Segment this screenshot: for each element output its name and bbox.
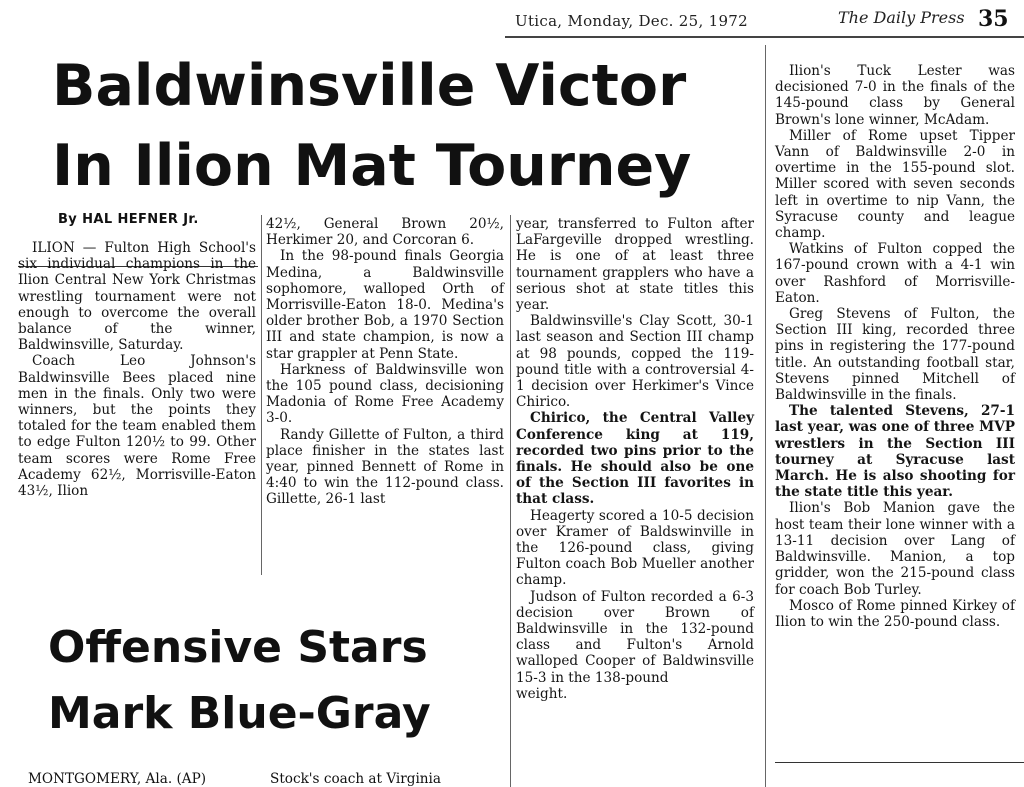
paragraph: Miller of Rome upset Tipper Vann of Baldwinsville 2-0 in overtime in the 155-pound slot. Miller scored with seven seconds left in overtime to nip Vann, the Syracuse county and league champ. <box>775 127 1015 242</box>
byline: By HAL HEFNER Jr. <box>58 212 199 227</box>
column-rule <box>510 215 511 787</box>
column-rule <box>261 215 262 575</box>
paragraph: Heagerty scored a 10-5 decision over Kramer of Baldswinville in the 126-pound class, giving Fulton coach Bob Mueller another champ. <box>516 507 754 589</box>
article-column-3 <box>516 216 754 702</box>
article2-column-2-start: Stock's coach at Virginia <box>270 771 442 787</box>
paragraph: The talented Stevens, 27-1 last year, was one of three MVP wrestlers in the Section III tourney at Syracuse last March. He is also shooting for the state title this year. <box>775 403 1015 501</box>
paragraph: Judson of Fulton recorded a 6-3 decision over Brown of Baldwinsville in the 132-pound class and Fulton's Arnold walloped Cooper of Baldwinsville 15-3 in the 138-pound <box>516 588 754 686</box>
paragraph: Mosco of Rome pinned Kirkey of Ilion to win the 250-pound class. <box>775 597 1015 630</box>
paragraph: Ilion's Tuck Lester was decisioned 7-0 in the finals of the 145-pound class by General Brown's lone winner, McAdam. <box>775 63 1015 128</box>
paragraph: Ilion's Bob Manion gave the host team their lone winner with a 13-11 decision over Lang of Baldwinsville. Manion, a top gridder, won the 215-pound class for coach Bob Turley. <box>775 500 1015 598</box>
paragraph: Greg Stevens of Fulton, the Section III king, recorded three pins in registering the 177-pound title. An outstanding football star, Stevens pinned Mitchell of Baldwinsville in the finals. <box>775 306 1015 404</box>
dateline: Utica, Monday, Dec. 25, 1972 <box>515 12 748 30</box>
paragraph: Harkness of Baldwinsville won the 105 pound class, decisioning Madonia of Rome Free Academy 3-0. <box>266 361 504 427</box>
headline2-line-2: Mark Blue-Gray <box>48 688 431 739</box>
page-number: 35 <box>978 6 1009 32</box>
paragraph: year, transferred to Fulton after LaFargeville dropped wrestling. He is one of at least three tournament grapplers who have a serious shot at state titles this year. <box>516 216 754 314</box>
article2-dateline: MONTGOMERY, Ala. (AP) <box>28 771 207 787</box>
column-rule <box>765 45 766 787</box>
header-rule <box>505 36 1024 38</box>
article-column-4 <box>775 63 1015 630</box>
masthead: The Daily Press <box>838 8 965 27</box>
paragraph: ILION — Fulton High School's six individual champions in the Ilion Central New York Christmas wrestling tournament were not enough to overcome the overall balance of the winner, Baldwinsville, Saturday. <box>18 240 256 354</box>
paragraph: Randy Gillette of Fulton, a third place finisher in the states last year, pinned Bennett of Rome in 4:40 to win the 112-pound class. Gillette, 26-1 last <box>266 426 504 508</box>
headline-line-2: In Ilion Mat Tourney <box>52 133 692 199</box>
paragraph: 42½, General Brown 20½, Herkimer 20, and Corcoran 6. <box>266 216 504 249</box>
paragraph: Watkins of Fulton copped the 167-pound crown with a 4-1 win over Rashford of Morrisville-Eaton. <box>775 241 1015 306</box>
paragraph: weight. <box>516 685 568 702</box>
paragraph: Chirico, the Central Valley Conference king at 119, recorded two pins prior to the finals. He should also be one of the Section III favorites in that class. <box>516 410 754 508</box>
paragraph: Coach Leo Johnson's Baldwinsville Bees placed nine men in the finals. Only two were winners, but the points they totaled for the team enabled them to edge Fulton 120½ to 99. Other team scores were Rome Free Academy 62½, Morrisville-Eaton 43½, Ilion <box>18 353 256 500</box>
article-column-2 <box>266 216 504 508</box>
paragraph: Baldwinsville's Clay Scott, 30-1 last season and Section III champ at 98 pounds, copped the 119-pound title with a controversial 4-1 decision over Herkimer's Vince Chirico. <box>516 313 754 411</box>
end-rule <box>775 762 1024 763</box>
paragraph: In the 98-pound finals Georgia Medina, a Baldwinsville sophomore, walloped Orth of Morrisville-Eaton 18-0. Medina's older brother Bob, a 1970 Section III and state champion, is now a star grappler at Penn State. <box>266 248 504 362</box>
article-column-1 <box>18 240 256 499</box>
headline-line-1: Baldwinsville Victor <box>52 53 687 119</box>
headline2-line-1: Offensive Stars <box>48 622 428 673</box>
